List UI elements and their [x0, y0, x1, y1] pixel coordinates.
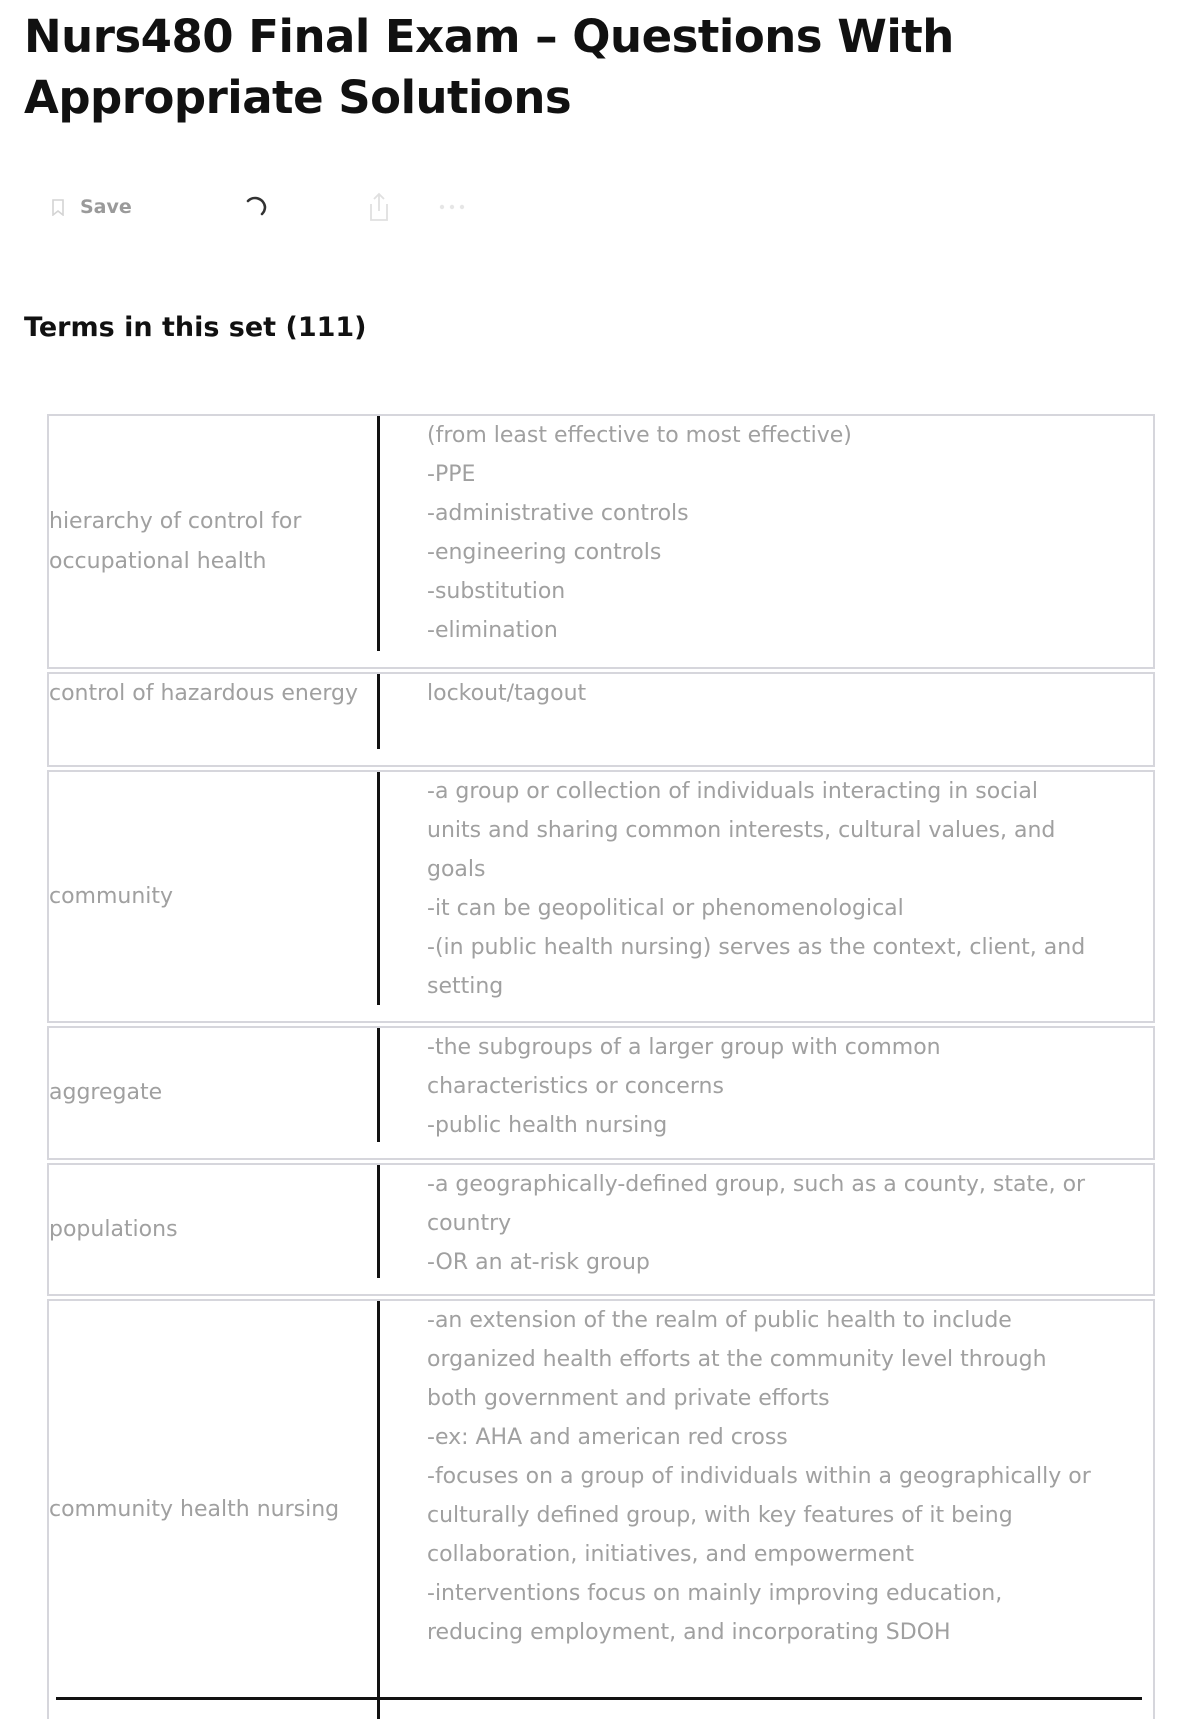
definition-line: -an extension of the realm of public health to include organized health efforts at the community level through both government and private efforts	[427, 1308, 1047, 1411]
page-title: Nurs480 Final Exam – Questions With Appropriate Solutions	[24, 10, 954, 124]
definition-text	[380, 1165, 1153, 1294]
term-card	[47, 770, 1155, 1023]
definition-text	[380, 772, 1153, 1021]
bookmark-icon	[52, 199, 64, 216]
term-text: control of hazardous energy	[49, 681, 359, 706]
term-text: aggregate	[49, 1080, 163, 1105]
definition-line: -OR an at-risk group	[427, 1250, 650, 1275]
term-card	[47, 1163, 1155, 1296]
definition-text	[380, 1301, 1153, 1719]
definition-line: -elimination	[427, 618, 558, 643]
definition-line: -(in public health nursing) serves as the context, client, and setting	[427, 935, 1086, 999]
definition-line: lockout/tagout	[427, 681, 587, 706]
save-button[interactable]	[52, 190, 152, 224]
definition-line: (from least effective to most effective)	[427, 423, 852, 448]
term-card	[47, 672, 1155, 767]
set-toolbar	[52, 190, 492, 224]
terms-list	[47, 414, 1155, 1722]
term-text: hierarchy of control for occupational health	[49, 508, 302, 574]
definition-line: -administrative controls	[427, 501, 689, 526]
term-text: community health nursing	[49, 1497, 340, 1522]
definition-line: -a group or collection of individuals interacting in social units and sharing common interests, cultural values, and goals	[427, 779, 1056, 882]
terms-count-heading: Terms in this set (111)	[24, 312, 367, 343]
share-button[interactable]	[364, 190, 394, 224]
definition-text	[380, 416, 1153, 667]
definition-line: -the subgroups of a larger group with common characteristics or concerns	[427, 1035, 941, 1099]
definition-line: -focuses on a group of individuals within a geographically or culturally defined group, with key features of it being collaboration, initiatives, and empowerment	[427, 1464, 1091, 1567]
definition-text	[380, 1028, 1153, 1158]
definition-line: -it can be geopolitical or phenomenological	[427, 896, 904, 921]
definition-line: -a geographically-defined group, such as a county, state, or country	[427, 1172, 1086, 1236]
more-options-button[interactable]	[432, 190, 472, 224]
definition-line: -engineering controls	[427, 540, 662, 565]
loading-spinner-icon	[244, 194, 270, 220]
term-card	[47, 1026, 1155, 1160]
definition-text	[380, 674, 1153, 765]
definition-line: -public health nursing	[427, 1113, 668, 1138]
term-card	[47, 414, 1155, 669]
term-text: community	[49, 883, 174, 909]
save-button-label: Save	[80, 196, 132, 218]
share-icon	[367, 192, 391, 222]
definition-line: -interventions focus on mainly improving education, reducing employment, and incorporating SDOH	[427, 1581, 1003, 1645]
term-card	[47, 1299, 1155, 1719]
definition-line: -substitution	[427, 579, 566, 604]
loading-spinner	[242, 190, 272, 224]
definition-line: -PPE	[427, 462, 476, 487]
definition-line: -ex: AHA and american red cross	[427, 1425, 788, 1450]
more-icon	[437, 203, 467, 211]
term-text: populations	[49, 1216, 178, 1242]
